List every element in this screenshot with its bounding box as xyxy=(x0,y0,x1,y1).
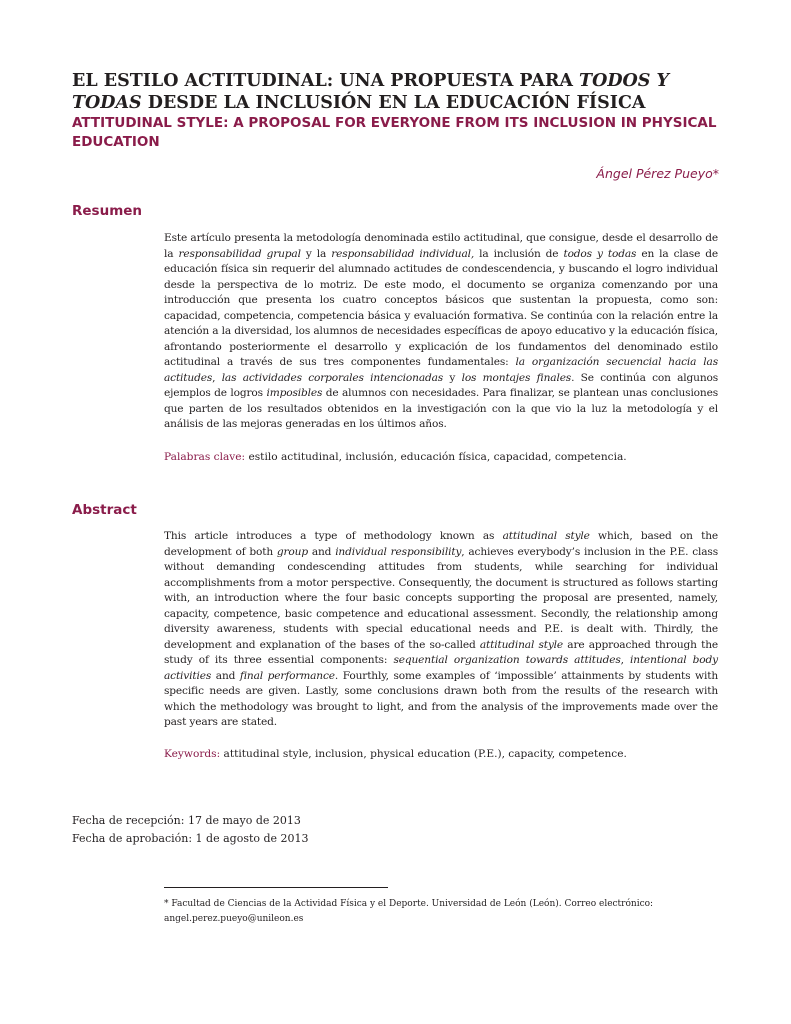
footnote-affiliation: * Facultad de Ciencias de la Actividad Física y el Deporte. Universidad de León (León). Correo electrónico: xyxy=(164,899,654,909)
date-received: Fecha de recepción: 17 de mayo de 2013 xyxy=(72,814,301,827)
resumen-paragraph: Este artículo presenta la metodología denominada estilo actitudinal, que consigue, desde el desarrollo de la responsabilidad grupal y la responsabilidad individual, la inclusión de todos y todas en la clase de educación física sin requerir del alumnado actitudes de condescendencia, y buscando el logro individual desde la perspectiva de lo motriz. De este modo, el documento se organiza comenzando por una introducción que presenta los cuatro conceptos básicos que sustentan la propuesta, como son: capacidad, competencia, competencia básica y evaluación formativa. Se continúa con la relación entre la atención a la diversidad, los alumnos de necesidades específicas de apoyo educativo y la educación física, afrontando posteriormente el desarrollo y explicación de los fundamentos del denominado estilo actitudinal a través de sus tres componentes fundamentales: la organización secuencial hacia las actitudes, las actividades corporales intencionadas y los montajes finales. Se continúa con algunos ejemplos de logros imposibles de alumnos con necesidades. Para finalizar, se plantean unas conclusiones que parten de los resultados obtenidos en la investigación con la que vio la luz la metodología y el análisis de las mejoras generadas en los últimos años. xyxy=(164,232,719,430)
title-spanish-part1: EL ESTILO ACTITUDINAL: UNA PROPUESTA PARA xyxy=(72,71,580,91)
keywords-list-es: estilo actitudinal, inclusión, educación física, capacidad, competencia. xyxy=(245,451,627,463)
title-spanish xyxy=(72,70,732,114)
title-spanish-italic: TODOS Y TODAS xyxy=(72,71,669,113)
keywords-label-en: Keywords: xyxy=(164,748,221,760)
title-spanish-part2: DESDE LA INCLUSIÓN EN LA EDUCACIÓN FÍSICA xyxy=(141,93,646,113)
abstract-paragraph: This article introduces a type of methodology known as attitudinal style which, based on the development of both group and individual responsibility, achieves everybody’s inclusion in the P.E. class without demanding condescending attitudes from students, while searching for individual accomplishments from a motor perspective. Consequently, the document is structured as follows starting with, an introduction where the four basic concepts supporting the proposal are presented, namely, capacity, competence, basic competence and educational assessment. Secondly, the relationship among diversity awareness, students with special educational needs and P.E. is dealt with. Thirdly, the development and explanation of the bases of the so-called attitudinal style are approached through the study of its three essential components: sequential organization towards attitudes, intentional body activities and final performance. Fourthly, some examples of ‘impossible’ attainments by students with specific needs are given. Lastly, some conclusions drawn both from the results of the research with which the methodology was brought to light, and from the analysis of the improvements made over the past years are stated. xyxy=(164,530,718,728)
dates-block xyxy=(72,812,309,848)
title-english: ATTITUDINAL STYLE: A PROPOSAL FOR EVERYONE FROM ITS INCLUSION IN PHYSICAL EDUCATION xyxy=(72,115,717,150)
footnote-email[interactable]: angel.perez.pueyo@unileon.es xyxy=(164,914,304,924)
abstract-keywords xyxy=(164,747,718,762)
keywords-list-en: attitudinal style, inclusion, physical education (P.E.), capacity, competence. xyxy=(220,748,627,760)
footnote xyxy=(164,897,718,927)
resumen-keywords xyxy=(164,450,718,465)
resumen-heading: Resumen xyxy=(72,203,143,219)
date-approved: Fecha de aprobación: 1 de agosto de 2013 xyxy=(72,832,309,845)
abstract-heading: Abstract xyxy=(72,502,137,518)
author-name: Ángel Pérez Pueyo* xyxy=(596,166,719,181)
keywords-label-es: Palabras clave: xyxy=(164,451,246,463)
footnote-divider xyxy=(164,887,388,888)
